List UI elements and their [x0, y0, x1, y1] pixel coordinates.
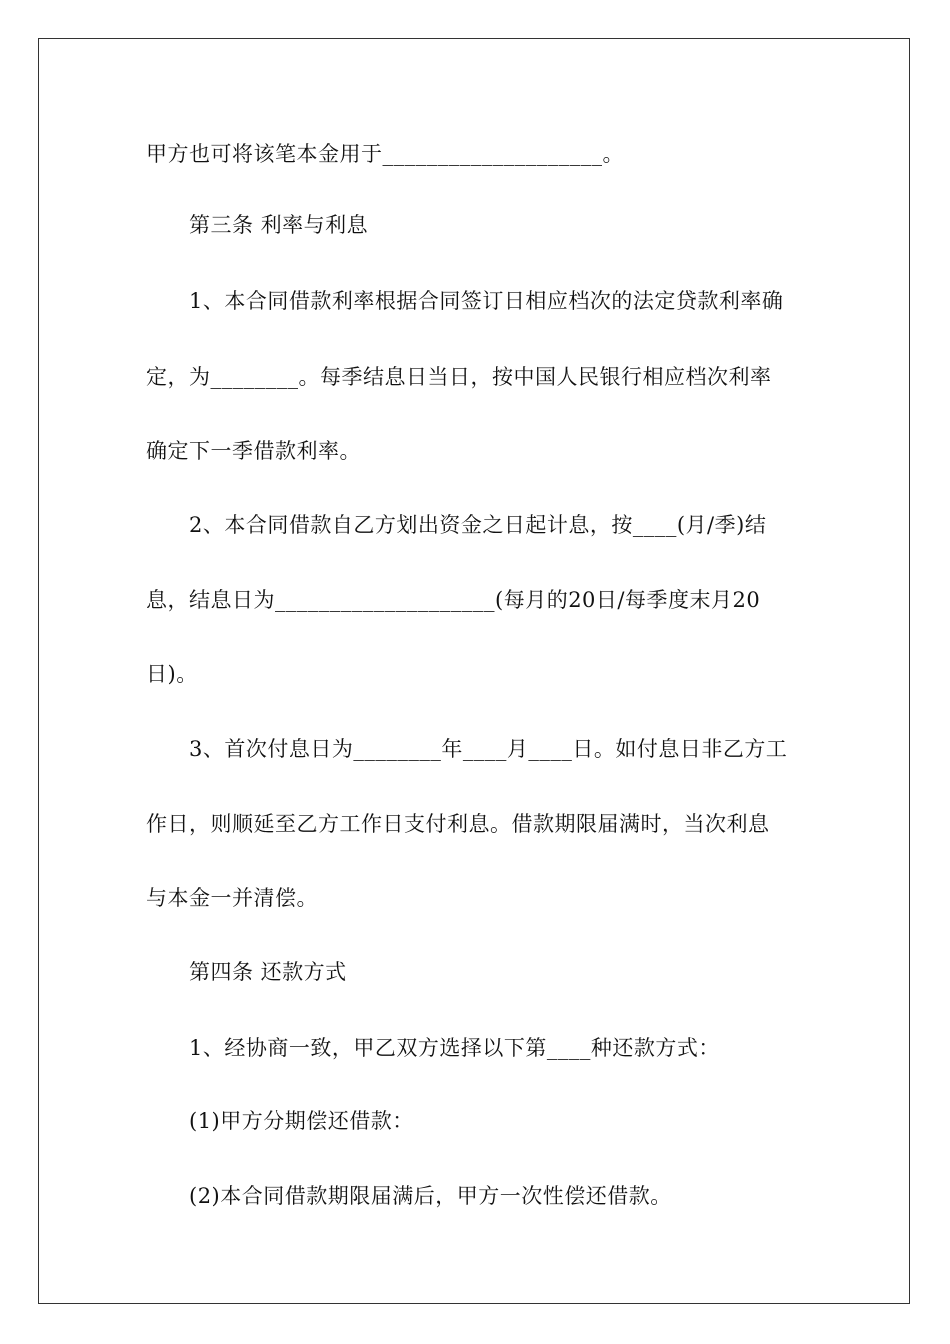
- text-line-purpose: 甲方也可将该笔本金用于____________________。: [146, 142, 624, 166]
- heading-article-3: 第三条 利率与利息: [189, 213, 369, 237]
- text-line-repay-1: 1、经协商一致，甲乙双方选择以下第____种还款方式：: [189, 1036, 720, 1060]
- text-line-payment-3b: 作日，则顺延至乙方工作日支付利息。借款期限届满时，当次利息: [146, 812, 770, 836]
- text-line-repay-option-1: (1)甲方分期偿还借款：: [189, 1109, 414, 1133]
- text-line-rate-1c: 确定下一季借款利率。: [146, 439, 361, 463]
- text-line-payment-3a: 3、首次付息日为________年____月____日。如付息日非乙方工: [189, 737, 788, 761]
- text-line-interest-2a: 2、本合同借款自乙方划出资金之日起计息，按____(月/季)结: [189, 513, 767, 537]
- text-line-rate-1b: 定，为________。每季结息日当日，按中国人民银行相应档次利率: [146, 365, 772, 389]
- text-line-interest-2c: 日)。: [146, 662, 198, 686]
- text-line-rate-1a: 1、本合同借款利率根据合同签订日相应档次的法定贷款利率确: [189, 289, 784, 313]
- text-line-payment-3c: 与本金一并清偿。: [146, 886, 318, 910]
- heading-article-4: 第四条 还款方式: [189, 960, 347, 984]
- text-line-repay-option-2: (2)本合同借款期限届满后，甲方一次性偿还借款。: [189, 1184, 672, 1208]
- text-line-interest-2b: 息，结息日为____________________(每月的20日/每季度末月20: [146, 588, 761, 612]
